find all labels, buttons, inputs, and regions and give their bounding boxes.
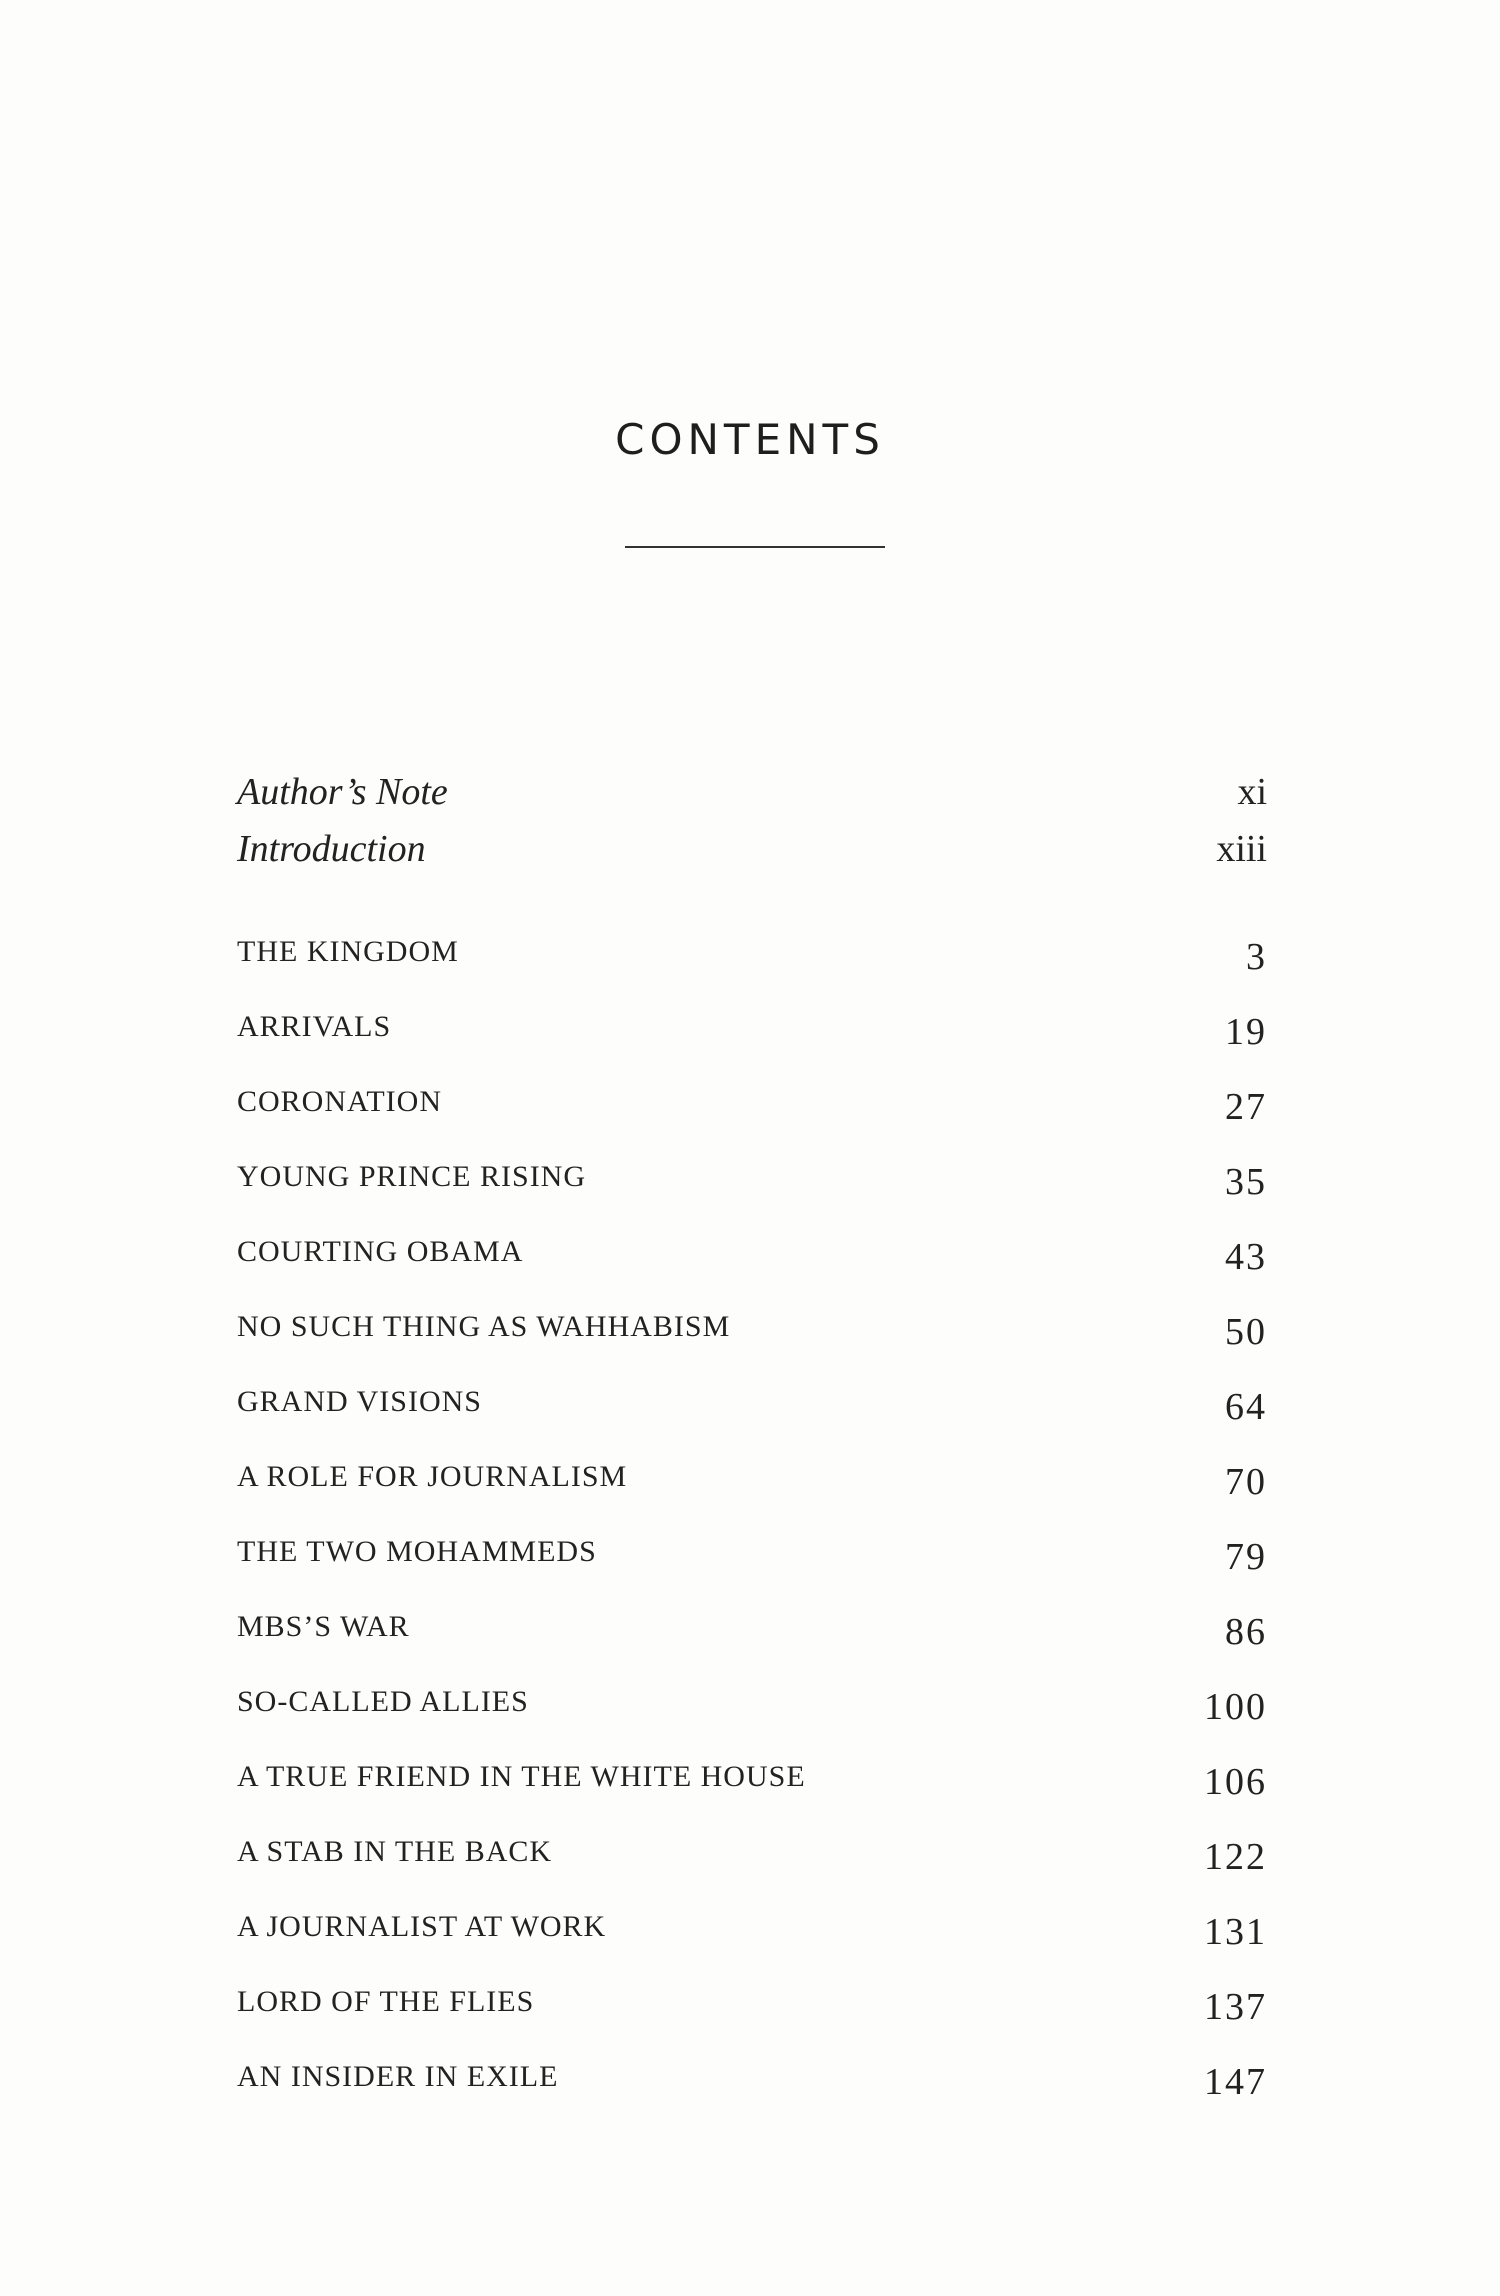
toc-chapter-page: 100 (1204, 1686, 1267, 1728)
toc-chapter-title: CORONATION (237, 1085, 442, 1118)
toc-chapter-page: 27 (1225, 1086, 1267, 1128)
toc-chapter-title: GRAND VISIONS (237, 1385, 482, 1418)
toc-chapter-title: SO-CALLED ALLIES (237, 1685, 529, 1718)
toc-chapter-title: MBS’S WAR (237, 1610, 410, 1643)
toc-chapter-page: 70 (1225, 1461, 1267, 1503)
toc-chapter-title: THE KINGDOM (237, 935, 459, 968)
toc-chapter-page: 64 (1225, 1386, 1267, 1428)
toc-chapter-title: A JOURNALIST AT WORK (237, 1910, 607, 1943)
toc-chapter-title: LORD OF THE FLIES (237, 1985, 535, 2018)
contents-heading: CONTENTS (615, 415, 885, 464)
toc-chapter-page: 122 (1204, 1836, 1267, 1878)
toc-chapter-title: THE TWO MOHAMMEDS (237, 1535, 597, 1568)
toc-chapter-page: 43 (1225, 1236, 1267, 1278)
toc-front-title: Author’s Note (237, 771, 448, 813)
toc-chapter-title: A STAB IN THE BACK (237, 1835, 553, 1868)
toc-chapter-title: NO SUCH THING AS WAHHABISM (237, 1310, 731, 1343)
toc-chapter-title: COURTING OBAMA (237, 1235, 524, 1268)
toc-chapter-page: 3 (1246, 936, 1267, 978)
heading-rule (625, 546, 885, 548)
toc-chapter-page: 86 (1225, 1611, 1267, 1653)
toc-chapter-title: AN INSIDER IN EXILE (237, 2060, 559, 2093)
toc-front-page: xi (1237, 771, 1267, 813)
toc-chapter-title: YOUNG PRINCE RISING (237, 1160, 587, 1193)
toc-chapter-title: ARRIVALS (237, 1010, 392, 1043)
toc-chapter-page: 35 (1225, 1161, 1267, 1203)
toc-chapter-page: 137 (1204, 1986, 1267, 2028)
toc-chapter-page: 19 (1225, 1011, 1267, 1053)
toc-chapter-page: 106 (1204, 1761, 1267, 1803)
toc-front-title: Introduction (237, 828, 426, 870)
toc-chapter-title: A ROLE FOR JOURNALISM (237, 1460, 628, 1493)
toc-chapter-page: 131 (1204, 1911, 1267, 1953)
toc-chapter-page: 147 (1204, 2061, 1267, 2103)
toc-chapter-page: 50 (1225, 1311, 1267, 1353)
toc-chapter-title: A TRUE FRIEND IN THE WHITE HOUSE (237, 1760, 806, 1793)
toc-chapter-page: 79 (1225, 1536, 1267, 1578)
toc-front-page: xiii (1216, 828, 1267, 870)
